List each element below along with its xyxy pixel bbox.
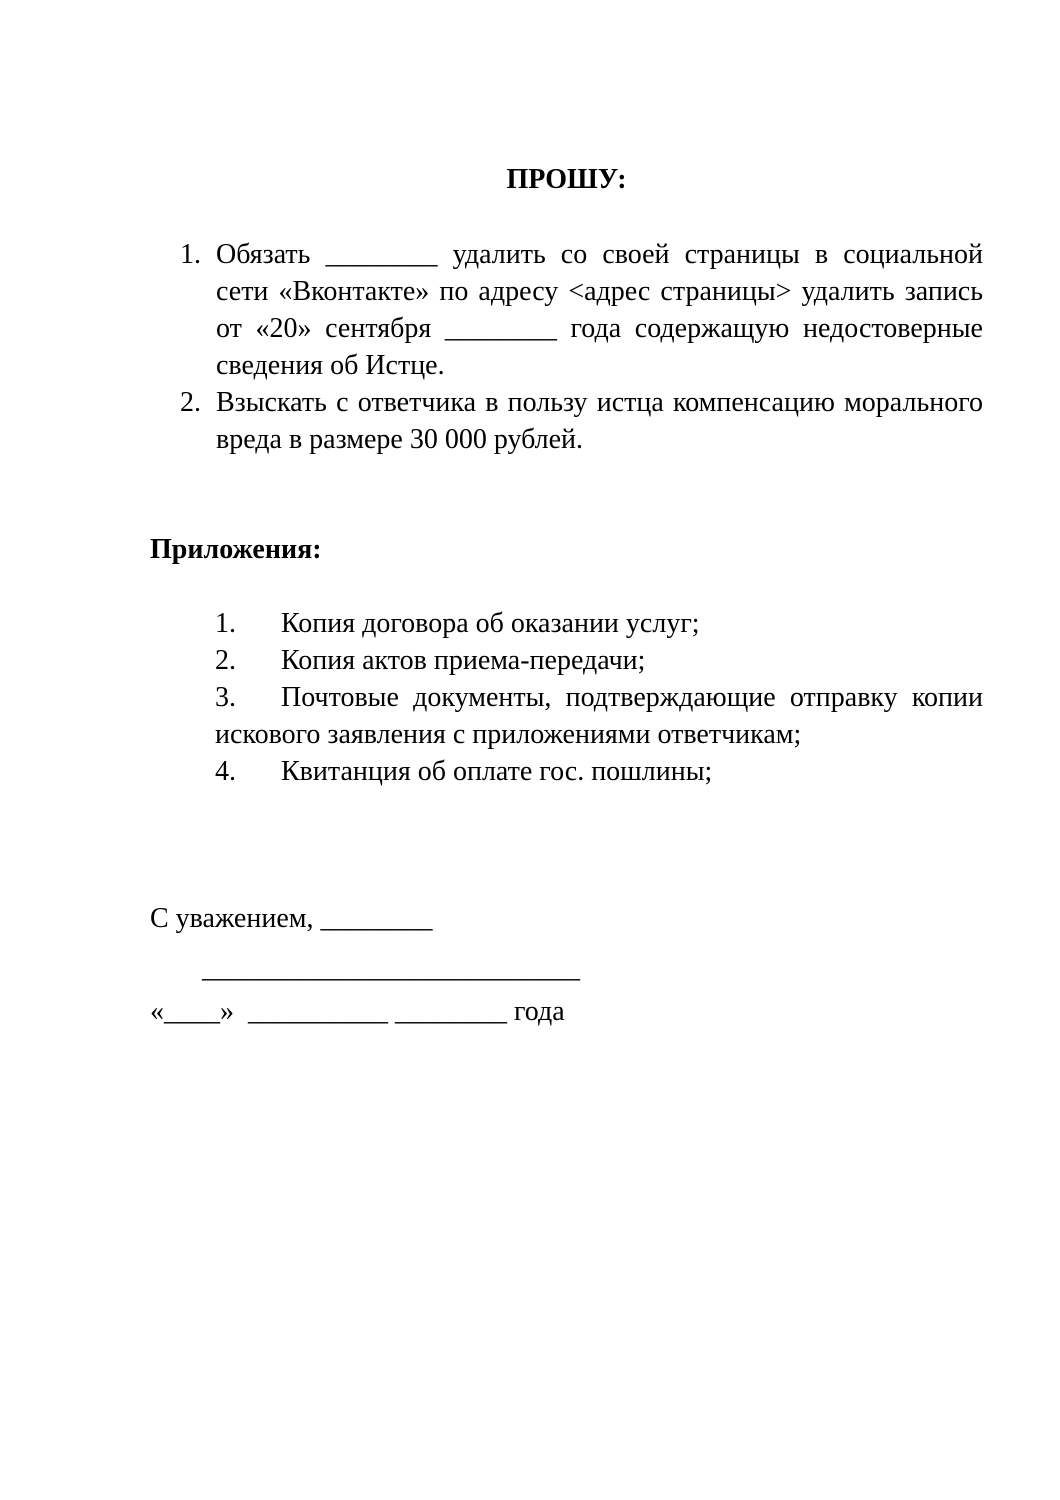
attachment-text: Квитанция об оплате гос. пошлины; [281,756,713,787]
attachments-list [215,605,983,790]
attachment-item-1 [215,605,983,642]
demand-text: Обязать ________ удалить со своей страницы в социальной сети «Вконтакте» по адресу <адрес страницы> удалить запись от «20» сентября ________ года содержащую недостоверные сведения об Истце. [216,239,983,381]
attachment-item-4 [215,753,983,790]
attachment-text: Копия договора об оказании услуг; [281,608,700,639]
request-heading: ПРОШУ: [506,164,627,195]
attachment-number: 3. [215,682,236,713]
demand-item-2 [150,384,983,458]
attachment-text: Почтовые документы, подтверждающие отправку копии искового заявления с приложениями ответчикам; [215,682,983,750]
date-line: «____» __________ ________ года [150,996,565,1027]
attachments-heading: Приложения: [150,534,322,565]
demand-text: Взыскать с ответчика в пользу истца компенсацию морального вреда в размере 30 000 рублей. [216,387,983,455]
attachment-number: 4. [215,756,236,787]
attachment-text: Копия актов приема-передачи; [281,645,646,676]
demand-item-1 [150,236,983,384]
closing-line: С уважением, ________ [150,903,433,934]
attachment-item-2 [215,642,983,679]
demand-number: 2. [180,387,201,418]
attachment-item-3 [215,679,983,753]
attachment-number: 2. [215,645,236,676]
attachment-number: 1. [215,608,236,639]
demands-list [150,236,983,458]
demand-number: 1. [180,239,201,270]
signature-line: ___________________________ [202,953,580,984]
